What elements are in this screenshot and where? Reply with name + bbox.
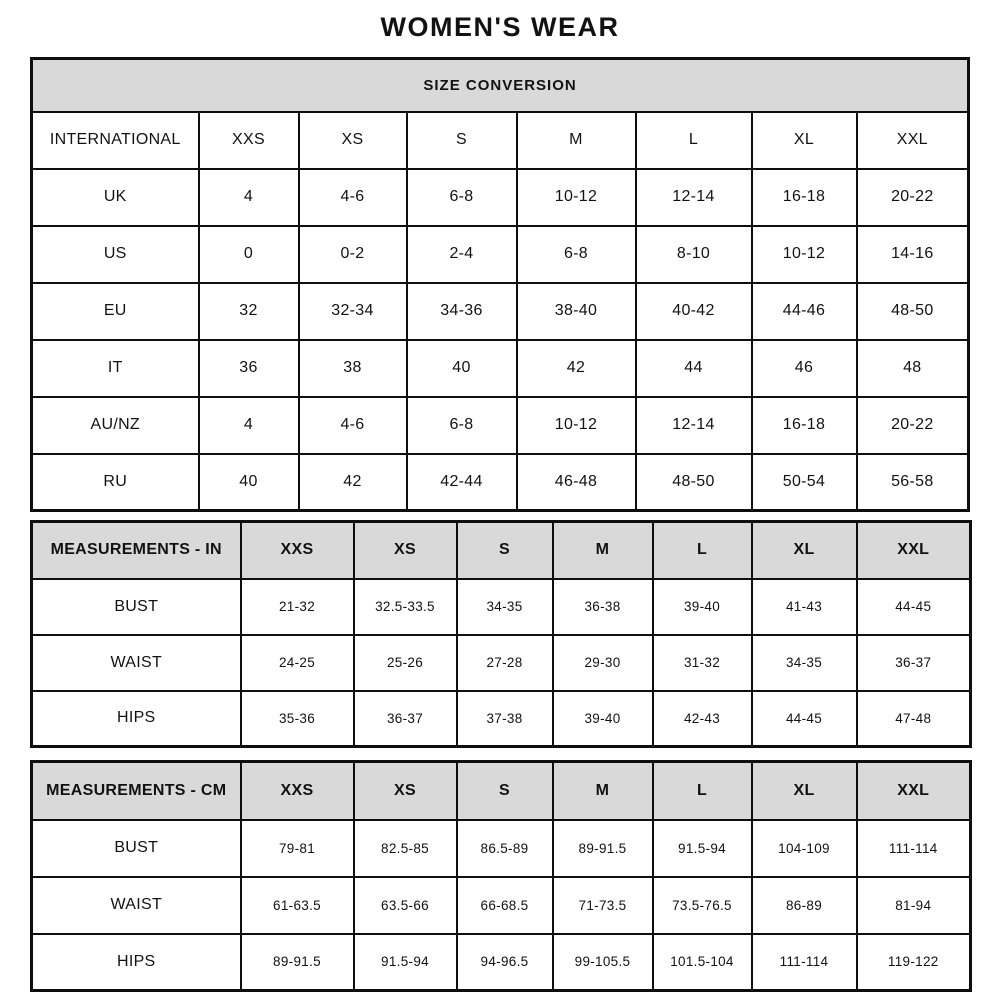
size-header-cell: S: [457, 522, 553, 579]
data-cell: 40-42: [636, 283, 752, 340]
table-row: [32, 169, 969, 226]
row-label-cell: INTERNATIONAL: [32, 112, 199, 169]
data-cell: 20-22: [857, 169, 969, 226]
data-cell: L: [636, 112, 752, 169]
data-cell: 6-8: [407, 397, 517, 454]
size-header-cell: M: [553, 762, 653, 820]
data-cell: 24-25: [241, 635, 354, 691]
data-cell: 16-18: [752, 397, 857, 454]
table-header-row: [32, 522, 971, 579]
data-cell: 48: [857, 340, 969, 397]
data-cell: 42: [517, 340, 636, 397]
measurements-in-body: [32, 579, 971, 747]
data-cell: 38: [299, 340, 407, 397]
size-header-cell: L: [653, 522, 752, 579]
data-cell: 82.5-85: [354, 820, 457, 877]
data-cell: 29-30: [553, 635, 653, 691]
measurements-cm-table: [30, 760, 972, 992]
measurements-in-table: [30, 520, 972, 748]
data-cell: 0-2: [299, 226, 407, 283]
data-cell: XS: [299, 112, 407, 169]
size-header-cell: XXS: [241, 522, 354, 579]
data-cell: 44-46: [752, 283, 857, 340]
data-cell: 0: [199, 226, 299, 283]
data-cell: 4-6: [299, 397, 407, 454]
data-cell: 25-26: [354, 635, 457, 691]
data-cell: 46: [752, 340, 857, 397]
row-label-cell: UK: [32, 169, 199, 226]
data-cell: 73.5-76.5: [653, 877, 752, 934]
data-cell: S: [407, 112, 517, 169]
data-cell: 32-34: [299, 283, 407, 340]
data-cell: 34-36: [407, 283, 517, 340]
data-cell: 81-94: [857, 877, 971, 934]
row-label-cell: AU/NZ: [32, 397, 199, 454]
data-cell: 6-8: [517, 226, 636, 283]
data-cell: 42-44: [407, 454, 517, 511]
data-cell: 36: [199, 340, 299, 397]
measurements-header-label: MEASUREMENTS - IN: [32, 522, 241, 579]
data-cell: 39-40: [553, 691, 653, 747]
size-conversion-title: SIZE CONVERSION: [32, 59, 969, 112]
data-cell: 40: [199, 454, 299, 511]
size-conversion-table: [30, 57, 970, 512]
row-label-cell: RU: [32, 454, 199, 511]
data-cell: XXL: [857, 112, 969, 169]
data-cell: 36-38: [553, 579, 653, 635]
data-cell: 44-45: [752, 691, 857, 747]
data-cell: 8-10: [636, 226, 752, 283]
data-cell: 4-6: [299, 169, 407, 226]
data-cell: 89-91.5: [553, 820, 653, 877]
row-label-cell: IT: [32, 340, 199, 397]
data-cell: 34-35: [457, 579, 553, 635]
table-row: [32, 226, 969, 283]
table-row: [32, 635, 971, 691]
size-header-cell: XS: [354, 762, 457, 820]
data-cell: 34-35: [752, 635, 857, 691]
data-cell: 99-105.5: [553, 934, 653, 991]
data-cell: 50-54: [752, 454, 857, 511]
table-row: [32, 397, 969, 454]
table-row: [32, 454, 969, 511]
size-header-cell: XS: [354, 522, 457, 579]
data-cell: 48-50: [636, 454, 752, 511]
table-row: [32, 579, 971, 635]
size-header-cell: XXS: [241, 762, 354, 820]
table-header-row: [32, 59, 969, 112]
data-cell: 35-36: [241, 691, 354, 747]
table-row: [32, 691, 971, 747]
data-cell: XL: [752, 112, 857, 169]
data-cell: 48-50: [857, 283, 969, 340]
data-cell: 61-63.5: [241, 877, 354, 934]
data-cell: 71-73.5: [553, 877, 653, 934]
data-cell: 94-96.5: [457, 934, 553, 991]
data-cell: 101.5-104: [653, 934, 752, 991]
size-conversion-body: [32, 112, 969, 511]
row-label-cell: US: [32, 226, 199, 283]
data-cell: 66-68.5: [457, 877, 553, 934]
measurements-cm-body: [32, 820, 971, 991]
data-cell: 10-12: [517, 169, 636, 226]
data-cell: 119-122: [857, 934, 971, 991]
row-label-cell: BUST: [32, 579, 241, 635]
size-header-cell: L: [653, 762, 752, 820]
data-cell: 36-37: [857, 635, 971, 691]
data-cell: 21-32: [241, 579, 354, 635]
data-cell: 12-14: [636, 397, 752, 454]
data-cell: 42-43: [653, 691, 752, 747]
table-row: [32, 112, 969, 169]
table-header-row: [32, 762, 971, 820]
data-cell: 4: [199, 397, 299, 454]
data-cell: 37-38: [457, 691, 553, 747]
data-cell: 46-48: [517, 454, 636, 511]
table-row: [32, 283, 969, 340]
data-cell: 91.5-94: [354, 934, 457, 991]
data-cell: 12-14: [636, 169, 752, 226]
data-cell: 27-28: [457, 635, 553, 691]
data-cell: 38-40: [517, 283, 636, 340]
data-cell: 39-40: [653, 579, 752, 635]
data-cell: 104-109: [752, 820, 857, 877]
table-row: [32, 340, 969, 397]
data-cell: 41-43: [752, 579, 857, 635]
data-cell: 14-16: [857, 226, 969, 283]
row-label-cell: BUST: [32, 820, 241, 877]
data-cell: 16-18: [752, 169, 857, 226]
data-cell: 44-45: [857, 579, 971, 635]
data-cell: 44: [636, 340, 752, 397]
row-label-cell: WAIST: [32, 635, 241, 691]
data-cell: 36-37: [354, 691, 457, 747]
measurements-header-label: MEASUREMENTS - CM: [32, 762, 241, 820]
data-cell: 4: [199, 169, 299, 226]
table-row: [32, 934, 971, 991]
data-cell: 10-12: [517, 397, 636, 454]
data-cell: 47-48: [857, 691, 971, 747]
data-cell: 56-58: [857, 454, 969, 511]
data-cell: 6-8: [407, 169, 517, 226]
data-cell: XXS: [199, 112, 299, 169]
row-label-cell: WAIST: [32, 877, 241, 934]
size-header-cell: XL: [752, 522, 857, 579]
data-cell: 79-81: [241, 820, 354, 877]
row-label-cell: HIPS: [32, 691, 241, 747]
data-cell: 86-89: [752, 877, 857, 934]
data-cell: 32.5-33.5: [354, 579, 457, 635]
table-row: [32, 820, 971, 877]
data-cell: 10-12: [752, 226, 857, 283]
row-label-cell: EU: [32, 283, 199, 340]
data-cell: 111-114: [752, 934, 857, 991]
data-cell: 111-114: [857, 820, 971, 877]
data-cell: 91.5-94: [653, 820, 752, 877]
size-header-cell: XXL: [857, 522, 971, 579]
data-cell: 89-91.5: [241, 934, 354, 991]
data-cell: 63.5-66: [354, 877, 457, 934]
data-cell: 40: [407, 340, 517, 397]
table-row: [32, 877, 971, 934]
data-cell: 32: [199, 283, 299, 340]
size-header-cell: S: [457, 762, 553, 820]
size-header-cell: XL: [752, 762, 857, 820]
data-cell: 31-32: [653, 635, 752, 691]
size-header-cell: M: [553, 522, 653, 579]
data-cell: 86.5-89: [457, 820, 553, 877]
size-header-cell: XXL: [857, 762, 971, 820]
data-cell: 20-22: [857, 397, 969, 454]
row-label-cell: HIPS: [32, 934, 241, 991]
data-cell: 42: [299, 454, 407, 511]
data-cell: 2-4: [407, 226, 517, 283]
data-cell: M: [517, 112, 636, 169]
page-title: WOMEN'S WEAR: [380, 12, 620, 42]
